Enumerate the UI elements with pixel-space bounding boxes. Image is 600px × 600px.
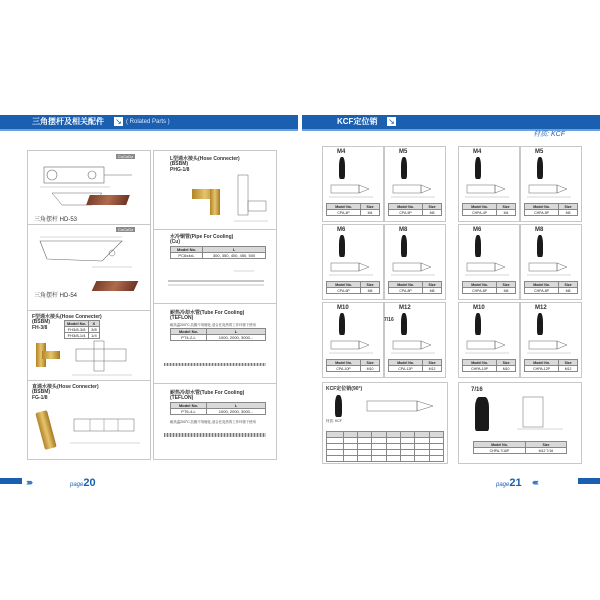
tube1-title: 耐热冷却水管(Tube For Cooling) [170, 310, 245, 316]
table-cell: CHPA-10P [463, 366, 497, 372]
arrow-icon: ↘ [115, 117, 122, 126]
table-cell: FH3/8-1/4 [65, 333, 89, 339]
table-header: Model No. [389, 360, 423, 366]
l-hose-drawing [232, 171, 272, 229]
pin-card [520, 224, 582, 300]
kcf-90-table [326, 431, 444, 462]
table-cell: M6 [361, 288, 380, 294]
chevron-icon: ‹‹‹‹‹ [532, 477, 537, 487]
table-cell: M4 [497, 210, 516, 216]
page-prefix: page [496, 482, 510, 488]
pin-size-label: M12 [535, 305, 547, 311]
table-cell: M10 [361, 366, 380, 372]
tube1-sub: (TEFLON) [170, 315, 194, 321]
divider [154, 229, 276, 230]
pin-size-label: M4 [473, 149, 482, 155]
part-name: 三角摆杆 HD-54 [34, 293, 78, 299]
pin-spec-table [388, 359, 442, 372]
pin-photo [537, 235, 543, 257]
pin-spec-table [524, 203, 578, 216]
pin-photo [401, 313, 407, 335]
pin-spec-table [524, 359, 578, 372]
table-header: Size [361, 204, 380, 210]
l-hose-photo-elbow [210, 189, 220, 215]
chevron-icon: ››››› [26, 477, 31, 487]
pin-size-label: 7/16 [471, 387, 483, 393]
table-cell: CPA-8P [389, 288, 423, 294]
fg-photo [35, 410, 56, 450]
pin-card [384, 302, 446, 378]
tube2-title: 耐热冷却水管(Tube For Cooling) [170, 390, 245, 396]
table-header: Model No. [389, 282, 423, 288]
pin-drawing [525, 255, 577, 279]
tube2-photo [164, 433, 266, 437]
right-footer-band [578, 478, 600, 484]
left-header-bar [0, 115, 298, 129]
part-name: 三角摆杆 HD-53 [34, 217, 78, 223]
table-header: Model No. [327, 282, 361, 288]
tube2-note: 耐高温200°C,抗酸不易硬化,适合在炎热的工作环境下使用 [170, 420, 256, 424]
pipe-title: 水冷铜管(Pipe For Cooling) [170, 234, 234, 240]
table-header: Model No. [525, 282, 559, 288]
table-header: Model No. [463, 360, 497, 366]
table-header: Model No. [327, 204, 361, 210]
pin-photo [537, 313, 543, 335]
fh-model: FH-3/8 [32, 325, 48, 331]
part-tag: CoCoDz [118, 154, 134, 159]
divider [28, 224, 150, 225]
table-cell: CHPA-12P [525, 366, 559, 372]
table-header: Size [559, 282, 578, 288]
pin-card [520, 146, 582, 222]
table-cell: CPA-6P [327, 288, 361, 294]
table-header: Model No. [463, 282, 497, 288]
right-header-title: KCF定位销 [337, 117, 378, 126]
table-header: Size [423, 360, 442, 366]
arrow-icon: ↘ [388, 117, 395, 126]
fg-hose-panel [27, 380, 151, 460]
table-header: Model No. [171, 247, 203, 253]
kcf-90-pin-photo [335, 395, 342, 417]
table-cell: M8 [559, 288, 578, 294]
pin-photo [475, 313, 481, 335]
pin-size-label: M10 [337, 305, 349, 311]
table-cell: 300, 350, 400, 450, 500 [203, 253, 266, 259]
pin-drawing [389, 177, 441, 201]
table-cell: M12 [559, 366, 578, 372]
table-cell: M12 [423, 366, 442, 372]
pin-photo [339, 157, 345, 179]
fh-title: F型通水接头(Hose Connecter) [32, 314, 102, 320]
pin-size-label: M6 [473, 227, 482, 233]
table-cell: M5 [559, 210, 578, 216]
pin-card-7-16 [458, 382, 582, 464]
pin-card [458, 146, 520, 222]
right-header-bar [302, 115, 600, 129]
fh-spec-table [64, 320, 100, 339]
tube1-spec-table [170, 328, 266, 341]
table-cell: CPA-10P [327, 366, 361, 372]
divider [154, 303, 276, 304]
pin-spec-table [326, 281, 380, 294]
pin-card [384, 224, 446, 300]
table-header: Model No. [327, 360, 361, 366]
pin-card [458, 224, 520, 300]
pin-spec-table [326, 203, 380, 216]
table-header: Size [361, 282, 380, 288]
pin-photo [475, 397, 489, 431]
kcf-90-note: 材质: KCF [326, 419, 342, 423]
fh-hose-panel [27, 310, 151, 382]
pin-card [322, 224, 384, 300]
table-cell: CHPA-6P [463, 288, 497, 294]
table-cell: CPA-4P [327, 210, 361, 216]
table-header: Model No. [171, 329, 207, 335]
pin-card [458, 302, 520, 378]
pin-size-label: M4 [337, 149, 346, 155]
pin-drawing [327, 177, 379, 201]
table-header: Model No. [525, 204, 559, 210]
tube2-sub: (TEFLON) [170, 395, 194, 401]
table-cell: 1/4 [89, 333, 100, 339]
table-header: L [207, 403, 266, 409]
fh-photo-branch [42, 351, 60, 359]
pin-drawing [327, 255, 379, 279]
pin-card [520, 302, 582, 378]
triangle-arm-panel [27, 150, 151, 312]
table-header: Size [423, 204, 442, 210]
table-cell: M5 [423, 210, 442, 216]
fg-sub: (BSBM) [32, 389, 51, 395]
kcf-90-panel [322, 382, 448, 464]
table-header: Model No. [171, 403, 207, 409]
pin-photo [475, 157, 481, 179]
pin-drawing [463, 333, 515, 357]
pin-card [384, 146, 446, 222]
tube2-spec-table [170, 402, 266, 415]
pin-size-label: M5 [535, 149, 544, 155]
table-cell: M4 [361, 210, 380, 216]
kcf-90-drawing [363, 391, 443, 421]
table-cell: PT4-2-L [171, 335, 207, 341]
table-cell: CHPA-4P [463, 210, 497, 216]
fh-sub: (BSBM) [32, 319, 51, 325]
table-header: Size [361, 360, 380, 366]
table-header: L [203, 247, 266, 253]
kcf-90-title: KCF定位销(90°) [326, 386, 363, 392]
table-cell: CPA-12P [389, 366, 423, 372]
hd54-drawing [32, 231, 144, 286]
tube1-note: 耐高温200°C,抗酸不易硬化,适合在炎热的工作环境下使用 [170, 323, 256, 327]
hd54-photo [92, 281, 139, 291]
table-header: Size [559, 204, 578, 210]
l-hose-model: PHG-1/8 [170, 167, 190, 173]
left-header-title: 三角摆杆及相关配件 [32, 117, 104, 126]
page-prefix: page [70, 482, 84, 488]
table-cell: M6 [497, 288, 516, 294]
pin-size-label: M12 [399, 305, 411, 311]
pin-photo [401, 157, 407, 179]
pin-spec-table [462, 203, 516, 216]
fg-model: FG-1/8 [32, 395, 48, 401]
left-header-subtitle: ( Rolated Parts ) [126, 119, 170, 125]
pipe-spec-table [170, 246, 266, 259]
pin-spec-table [473, 441, 567, 454]
table-cell: M10 [497, 366, 516, 372]
pin-drawing [327, 333, 379, 357]
pipe-drawing [164, 267, 270, 297]
table-cell: FH3/8-3/8 [65, 327, 89, 333]
table-header: X [89, 321, 100, 327]
table-cell: PC6x4xL [171, 253, 203, 259]
table-cell: 1000, 2000, 3000... [207, 409, 266, 415]
table-cell: CHPA-8P [525, 288, 559, 294]
material-label: 材质: KCF [533, 131, 565, 138]
table-cell: M8 [423, 288, 442, 294]
table-cell: 1000, 2000, 3000... [207, 335, 266, 341]
left-footer-band [0, 478, 22, 484]
pin-drawing [513, 393, 573, 433]
pin-photo [475, 235, 481, 257]
table-header: Model No. [463, 204, 497, 210]
pin-size-label: M6 [337, 227, 346, 233]
pipe-sub: (Cu) [170, 239, 180, 245]
part-tag: CoCoDz [118, 227, 134, 232]
page-number: 21 [509, 477, 522, 489]
pin-drawing [463, 177, 515, 201]
table-header: Model No. [525, 360, 559, 366]
page-number: 20 [83, 477, 96, 489]
hd53-drawing [32, 157, 144, 217]
pin-size-label: M8 [535, 227, 544, 233]
pin-drawing [389, 255, 441, 279]
table-header: Size [423, 282, 442, 288]
pin-drawing [525, 177, 577, 201]
pin-spec-table [524, 281, 578, 294]
table-header: Size [497, 282, 516, 288]
pin-drawing [463, 255, 515, 279]
table-header: Size [559, 360, 578, 366]
table-header: L [207, 329, 266, 335]
pin-drawing [389, 333, 441, 357]
fg-title: 直通水接头(Hose Connecter) [32, 384, 99, 390]
table-header: Model No. [389, 204, 423, 210]
table-cell: CPA-5P [389, 210, 423, 216]
pin-photo [339, 313, 345, 335]
left-page-number [70, 477, 96, 489]
middle-column-panel [153, 150, 277, 460]
table-header: Model No. [474, 442, 526, 448]
hd53-photo [86, 195, 130, 205]
pin-photo [339, 235, 345, 257]
table-header: Size [525, 442, 566, 448]
pin-size-label-7-16: 7/16 [384, 317, 394, 323]
pin-spec-table [462, 281, 516, 294]
pin-spec-table [326, 359, 380, 372]
table-cell: 3/8 [89, 327, 100, 333]
left-header-stripe [0, 129, 298, 131]
pin-photo [537, 157, 543, 179]
fh-drawing [72, 339, 146, 379]
l-hose-title: L型通水接头(Hose Connecter) [170, 156, 240, 162]
pin-spec-table [388, 281, 442, 294]
table-header: Size [497, 360, 516, 366]
table-cell: CHPA-5P [525, 210, 559, 216]
pin-card [322, 302, 384, 378]
table-cell: PT6-4-L [171, 409, 207, 415]
pin-size-label: M10 [473, 305, 485, 311]
divider [154, 383, 276, 384]
pin-size-label: M8 [399, 227, 408, 233]
l-hose-sub: (BSBM) [170, 161, 189, 167]
fg-drawing [70, 405, 146, 451]
table-cell: CHPA-7/16P [474, 448, 526, 454]
pin-size-label: M5 [399, 149, 408, 155]
table-header: Size [497, 204, 516, 210]
pin-drawing [525, 333, 577, 357]
table-header: Model No. [65, 321, 89, 327]
pin-spec-table [462, 359, 516, 372]
right-page-number [496, 477, 522, 489]
table-cell: M12 7/16 [525, 448, 566, 454]
pin-photo [401, 235, 407, 257]
pin-card [322, 146, 384, 222]
pin-spec-table [388, 203, 442, 216]
tube1-photo [164, 363, 266, 366]
